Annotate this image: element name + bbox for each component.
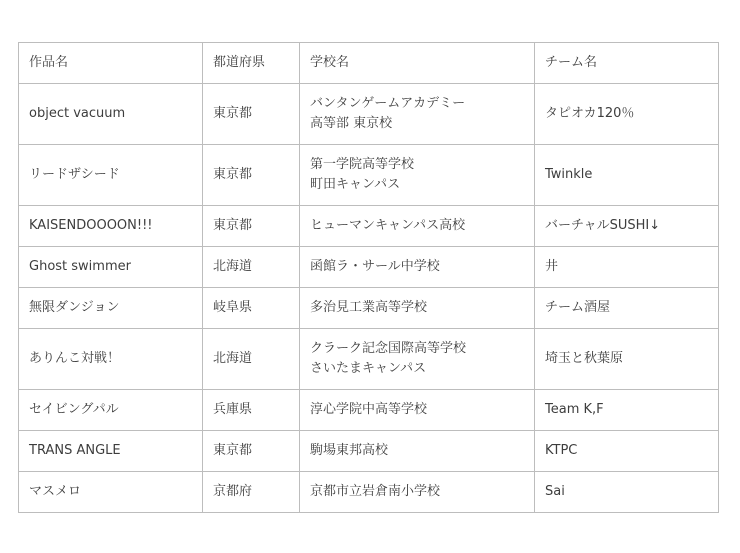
team-name-cell: バーチャルSUSHI↓ [535, 206, 719, 247]
school-name-line: 函館ラ・サール中学校 [310, 259, 440, 274]
table-row [19, 84, 719, 145]
header-prefecture: 都道府県 [203, 43, 300, 84]
team-name-cell: チーム酒屋 [535, 288, 719, 329]
table-row [19, 288, 719, 329]
prefecture-cell: 京都府 [203, 472, 300, 513]
school-name-line: バンタンゲームアカデミー [310, 96, 466, 111]
team-name-cell: 井 [535, 247, 719, 288]
table-row [19, 431, 719, 472]
work-title-cell: Ghost swimmer [19, 247, 203, 288]
school-name-cell [300, 206, 535, 247]
header-school-name: 学校名 [300, 43, 535, 84]
work-title-cell: マスメロ [19, 472, 203, 513]
prefecture-cell: 東京都 [203, 145, 300, 206]
table-row [19, 472, 719, 513]
prefecture-cell: 東京都 [203, 84, 300, 145]
table-row [19, 145, 719, 206]
school-name-line: ヒューマンキャンパス高校 [310, 218, 466, 233]
work-title-cell: object vacuum [19, 84, 203, 145]
prefecture-cell: 岐阜県 [203, 288, 300, 329]
team-name-cell: KTPC [535, 431, 719, 472]
school-name-line: 京都市立岩倉南小学校 [310, 484, 441, 499]
prefecture-cell: 兵庫県 [203, 390, 300, 431]
school-name-line: 駒場東邦高校 [310, 443, 389, 458]
results-table [18, 42, 719, 513]
school-name-line: 多治見工業高等学校 [310, 300, 428, 315]
team-name-cell: 埼玉と秋葉原 [535, 329, 719, 390]
work-title-cell: ありんこ対戦！ [19, 329, 203, 390]
school-name-cell [300, 145, 535, 206]
table-row [19, 390, 719, 431]
header-work-title: 作品名 [19, 43, 203, 84]
school-name-line: 淳心学院中高等学校 [310, 402, 428, 417]
school-name-line: 町田キャンパス [310, 177, 401, 192]
table-row [19, 206, 719, 247]
table-row [19, 329, 719, 390]
school-name-cell [300, 329, 535, 390]
school-name-line: 高等部 東京校 [310, 116, 393, 131]
team-name-cell: タピオカ120％ [535, 84, 719, 145]
team-name-cell: Team K,F [535, 390, 719, 431]
team-name-cell: Sai [535, 472, 719, 513]
school-name-cell [300, 84, 535, 145]
school-name-cell [300, 390, 535, 431]
team-name-cell: Twinkle [535, 145, 719, 206]
school-name-line: クラーク記念国際高等学校 [310, 341, 467, 356]
work-title-cell: 無限ダンジョン [19, 288, 203, 329]
table-header-row [19, 43, 719, 84]
school-name-line: 第一学院高等学校 [310, 157, 415, 172]
work-title-cell: TRANS ANGLE [19, 431, 203, 472]
prefecture-cell: 北海道 [203, 247, 300, 288]
results-table-container [18, 42, 718, 513]
school-name-cell [300, 472, 535, 513]
school-name-cell [300, 247, 535, 288]
work-title-cell: セイビングパル [19, 390, 203, 431]
school-name-cell [300, 431, 535, 472]
work-title-cell: KAISENDOOOON!!! [19, 206, 203, 247]
work-title-cell: リードザシード [19, 145, 203, 206]
school-name-line: さいたまキャンパス [310, 361, 427, 376]
prefecture-cell: 北海道 [203, 329, 300, 390]
header-team-name: チーム名 [535, 43, 719, 84]
school-name-cell [300, 288, 535, 329]
prefecture-cell: 東京都 [203, 431, 300, 472]
prefecture-cell: 東京都 [203, 206, 300, 247]
table-row [19, 247, 719, 288]
